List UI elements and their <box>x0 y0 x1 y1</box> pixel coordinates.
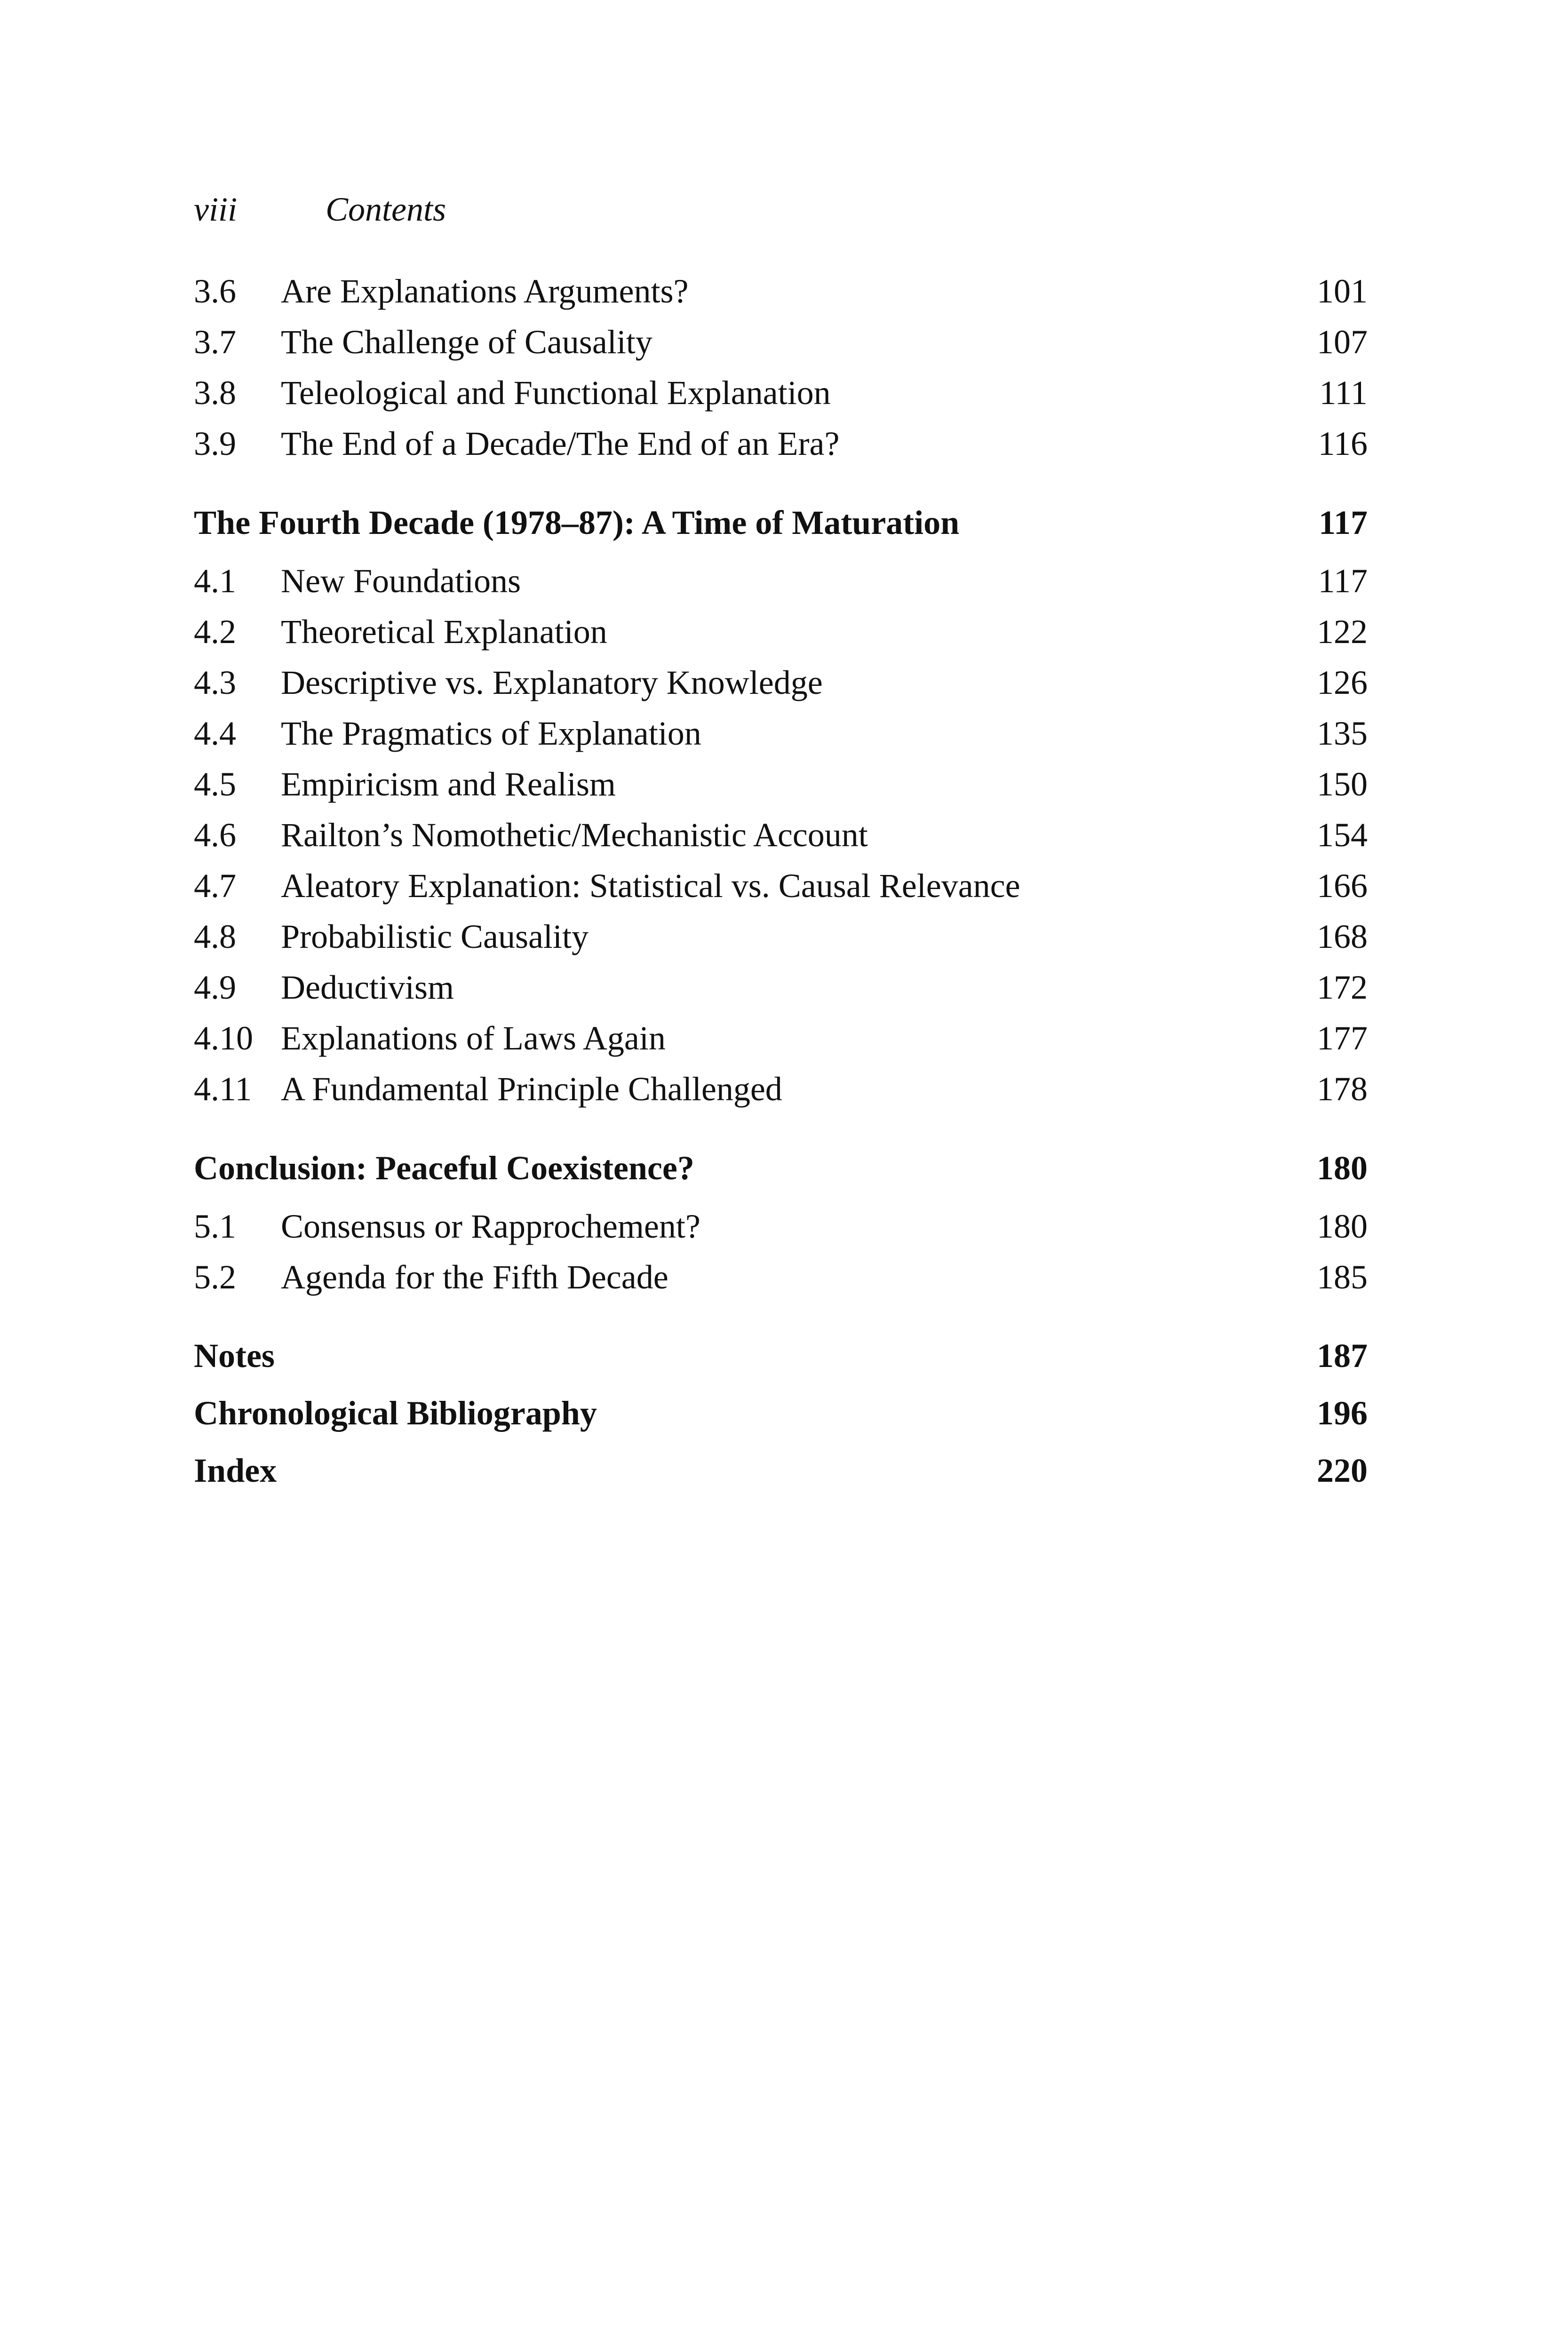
section-number: 4.3 <box>194 664 236 701</box>
section-number: 3.7 <box>194 323 236 361</box>
page-number: 101 <box>1317 272 1368 310</box>
running-head-title: Contents <box>326 191 446 228</box>
section-number: 3.9 <box>194 425 236 462</box>
section-title: Teleological and Functional Explanation <box>281 374 831 412</box>
back-matter-page-number: 220 <box>1317 1452 1368 1489</box>
section-title: New Foundations <box>281 562 521 600</box>
section-title: Explanations of Laws Again <box>281 1019 666 1057</box>
page-number: 111 <box>1319 374 1368 412</box>
back-matter-title: Chronological Bibliography <box>194 1394 597 1432</box>
chapter-title: Conclusion: Peaceful Coexistence? <box>194 1149 694 1187</box>
toc-entry <box>194 367 1368 418</box>
page-number: 126 <box>1317 664 1368 701</box>
section-title: The End of a Decade/The End of an Era? <box>281 425 840 462</box>
section-number: 4.8 <box>194 918 236 955</box>
running-head <box>194 183 446 235</box>
back-matter-title: Notes <box>194 1337 275 1375</box>
table-of-contents <box>194 266 1368 1499</box>
section-number: 4.11 <box>194 1070 252 1108</box>
page-number: 168 <box>1317 918 1368 955</box>
page-number: 122 <box>1317 613 1368 651</box>
section-title: Probabilistic Causality <box>281 918 589 955</box>
back-matter-notes <box>194 1327 1368 1384</box>
toc-entry <box>194 860 1368 911</box>
chapter-page-number: 117 <box>1318 504 1368 541</box>
page-number: 180 <box>1317 1208 1368 1245</box>
toc-entry <box>194 606 1368 657</box>
page-number: 166 <box>1317 867 1368 905</box>
section-title: The Pragmatics of Explanation <box>281 715 701 752</box>
section-title: Agenda for the Fifth Decade <box>281 1258 669 1296</box>
section-title: A Fundamental Principle Challenged <box>281 1070 782 1108</box>
section-title: Deductivism <box>281 969 454 1006</box>
section-title: Descriptive vs. Explanatory Knowledge <box>281 664 823 701</box>
toc-entry <box>194 708 1368 759</box>
section-title: Are Explanations Arguments? <box>281 272 689 310</box>
page-number: 185 <box>1317 1258 1368 1296</box>
section-number: 4.10 <box>194 1019 253 1057</box>
back-matter-page-number: 196 <box>1317 1394 1368 1432</box>
toc-entry <box>194 418 1368 469</box>
page-folio: viii <box>194 191 237 228</box>
section-number: 4.1 <box>194 562 236 600</box>
toc-entry <box>194 962 1368 1013</box>
chapter-title: The Fourth Decade (1978–87): A Time of Maturation <box>194 504 960 541</box>
toc-entry <box>194 556 1368 606</box>
back-matter-bibliography <box>194 1384 1368 1442</box>
toc-entry <box>194 266 1368 317</box>
section-number: 3.6 <box>194 272 236 310</box>
toc-entry <box>194 759 1368 810</box>
back-matter-title: Index <box>194 1452 277 1489</box>
page-number: 177 <box>1317 1019 1368 1057</box>
page-number: 107 <box>1317 323 1368 361</box>
section-title: The Challenge of Causality <box>281 323 653 361</box>
section-title: Empiricism and Realism <box>281 765 616 803</box>
section-title: Aleatory Explanation: Statistical vs. Causal Relevance <box>281 867 1020 905</box>
chapter-heading <box>194 497 1368 548</box>
section-number: 4.9 <box>194 969 236 1006</box>
page-number: 154 <box>1317 816 1368 854</box>
page-number: 116 <box>1318 425 1368 462</box>
section-number: 4.5 <box>194 765 236 803</box>
section-number: 4.4 <box>194 715 236 752</box>
page-number: 178 <box>1317 1070 1368 1108</box>
toc-entry <box>194 1064 1368 1114</box>
section-number: 4.7 <box>194 867 236 905</box>
back-matter-index <box>194 1442 1368 1499</box>
section-number: 4.6 <box>194 816 236 854</box>
section-title: Consensus or Rapprochement? <box>281 1208 700 1245</box>
section-number: 5.2 <box>194 1258 236 1296</box>
page-number: 135 <box>1317 715 1368 752</box>
toc-entry <box>194 317 1368 367</box>
section-number: 4.2 <box>194 613 236 651</box>
page-number: 172 <box>1317 969 1368 1006</box>
toc-entry <box>194 1252 1368 1303</box>
toc-entry <box>194 1013 1368 1064</box>
section-number: 5.1 <box>194 1208 236 1245</box>
toc-entry <box>194 657 1368 708</box>
chapter-page-number: 180 <box>1317 1149 1368 1187</box>
chapter-heading <box>194 1143 1368 1193</box>
section-title: Railton’s Nomothetic/Mechanistic Account <box>281 816 868 854</box>
back-matter-page-number: 187 <box>1317 1337 1368 1375</box>
toc-entry <box>194 911 1368 962</box>
toc-entry <box>194 1201 1368 1252</box>
page-number: 117 <box>1318 562 1368 600</box>
toc-entry <box>194 810 1368 860</box>
page-number: 150 <box>1317 765 1368 803</box>
section-title: Theoretical Explanation <box>281 613 607 651</box>
section-number: 3.8 <box>194 374 236 412</box>
